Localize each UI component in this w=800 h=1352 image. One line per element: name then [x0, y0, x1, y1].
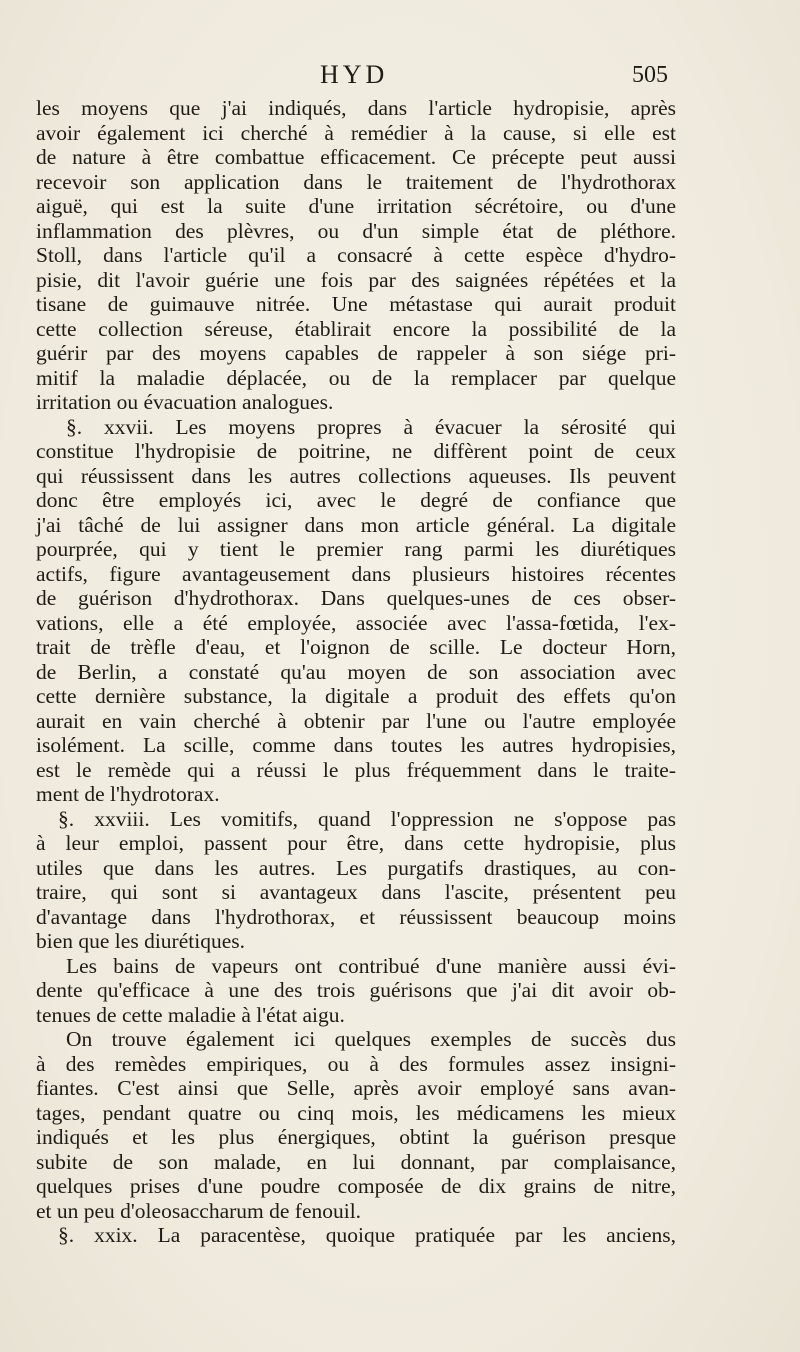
text-line: irritation ou évacuation analogues. — [36, 390, 334, 414]
text-line: à leur emploi, passent pour être, dans cette hydropisie, plus — [36, 831, 676, 855]
text-line: Stoll, dans l'article qu'il a consacré à cette espèce d'hydro- — [36, 243, 676, 267]
body-text — [36, 96, 676, 1248]
text-line: dente qu'efficace à une des trois guérisons que j'ai dit avoir ob- — [36, 978, 676, 1002]
text-line: actifs, figure avantageusement dans plusieurs histoires récentes — [36, 561, 676, 586]
running-head-title: HYD — [320, 60, 389, 89]
section-heading-line: §. xxvii. Les moyens propres à évacuer la sérosité qui — [66, 414, 676, 439]
text-line: guérir par des moyens capables de rappeler à son siége pri- — [36, 341, 676, 365]
text-line: pourprée, qui y tient le premier rang parmi les diurétiques — [36, 537, 676, 561]
text-line: ment de l'hydrotorax. — [36, 782, 220, 806]
text-line: traire, qui sont si avantageux dans l'ascite, présentent peu — [36, 880, 676, 904]
text-line: vations, elle a été employée, associée avec l'assa-fœtida, l'ex- — [36, 610, 676, 635]
paragraph-first-line: On trouve également ici quelques exemples de succès dus — [66, 1027, 676, 1051]
page-number: 505 — [632, 62, 668, 88]
paragraph-first-line: Les bains de vapeurs ont contribué d'une manière aussi évi- — [66, 953, 676, 978]
text-line: tenues de cette maladie à l'état aigu. — [36, 1002, 345, 1027]
text-line: à des remèdes empiriques, ou à des formules assez insigni- — [36, 1051, 676, 1076]
text-line: pisie, dit l'avoir guérie une fois par des saignées répétées et la — [36, 267, 676, 292]
text-line: qui réussissent dans les autres collections aqueuses. Ils peuvent — [36, 463, 676, 488]
text-line: quelques prises d'une poudre composée de dix grains de nitre, — [36, 1174, 676, 1198]
text-line: aiguë, qui est la suite d'une irritation sécrétoire, ou d'une — [36, 194, 676, 218]
text-line: de Berlin, a constaté qu'au moyen de son association avec — [36, 659, 676, 684]
running-head — [0, 60, 800, 100]
text-line: indiqués et les plus énergiques, obtint la guérison presque — [36, 1125, 676, 1149]
text-line: constitue l'hydropisie de poitrine, ne diffèrent point de ceux — [36, 439, 676, 463]
text-line: mitif la maladie déplacée, ou de la remplacer par quelque — [36, 365, 676, 390]
text-line: utiles que dans les autres. Les purgatifs drastiques, au con- — [36, 855, 676, 880]
text-line: isolément. La scille, comme dans toutes les autres hydropisies, — [36, 733, 676, 757]
text-line: cette dernière substance, la digitale a produit des effets qu'on — [36, 684, 676, 708]
text-line: bien que les diurétiques. — [36, 929, 245, 953]
text-line: recevoir son application dans le traitement de l'hydrothorax — [36, 169, 676, 194]
text-line: donc être employés ici, avec le degré de confiance que — [36, 488, 676, 512]
text-line: est le remède qui a réussi le plus fréquemment dans le traite- — [36, 757, 676, 782]
text-line: tages, pendant quatre ou cinq mois, les médicamens les mieux — [36, 1100, 676, 1125]
text-line: avoir également ici cherché à remédier à la cause, si elle est — [36, 120, 676, 145]
text-line: cette collection séreuse, établirait encore la possibilité de la — [36, 316, 676, 341]
text-line: aurait en vain cherché à obtenir par l'une ou l'autre employée — [36, 708, 676, 733]
text-line: de nature à être combattue efficacement. Ce précepte peut aussi — [36, 145, 676, 169]
text-line: et un peu d'oleosaccharum de fenouil. — [36, 1198, 362, 1223]
text-line: trait de trèfle d'eau, et l'oignon de scille. Le docteur Horn, — [36, 635, 676, 659]
text-line: inflammation des plèvres, ou d'un simple état de pléthore. — [36, 218, 676, 243]
text-line: j'ai tâché de lui assigner dans mon article général. La digitale — [36, 512, 676, 537]
section-heading-line: §. xxviii. Les vomitifs, quand l'oppression ne s'oppose pas — [58, 806, 676, 831]
text-line: d'avantage dans l'hydrothorax, et réussissent beaucoup moins — [36, 904, 676, 929]
section-heading-line: §. xxix. La paracentèse, quoique pratiquée par les anciens, — [58, 1223, 676, 1247]
text-line: subite de son malade, en lui donnant, par complaisance, — [36, 1149, 676, 1174]
text-line: les moyens que j'ai indiqués, dans l'article hydropisie, après — [36, 96, 676, 120]
text-line: de guérison d'hydrothorax. Dans quelques-unes de ces obser- — [36, 586, 676, 610]
text-line: fiantes. C'est ainsi que Selle, après avoir employé sans avan- — [36, 1076, 676, 1100]
text-line: tisane de guimauve nitrée. Une métastase qui aurait produit — [36, 292, 676, 316]
